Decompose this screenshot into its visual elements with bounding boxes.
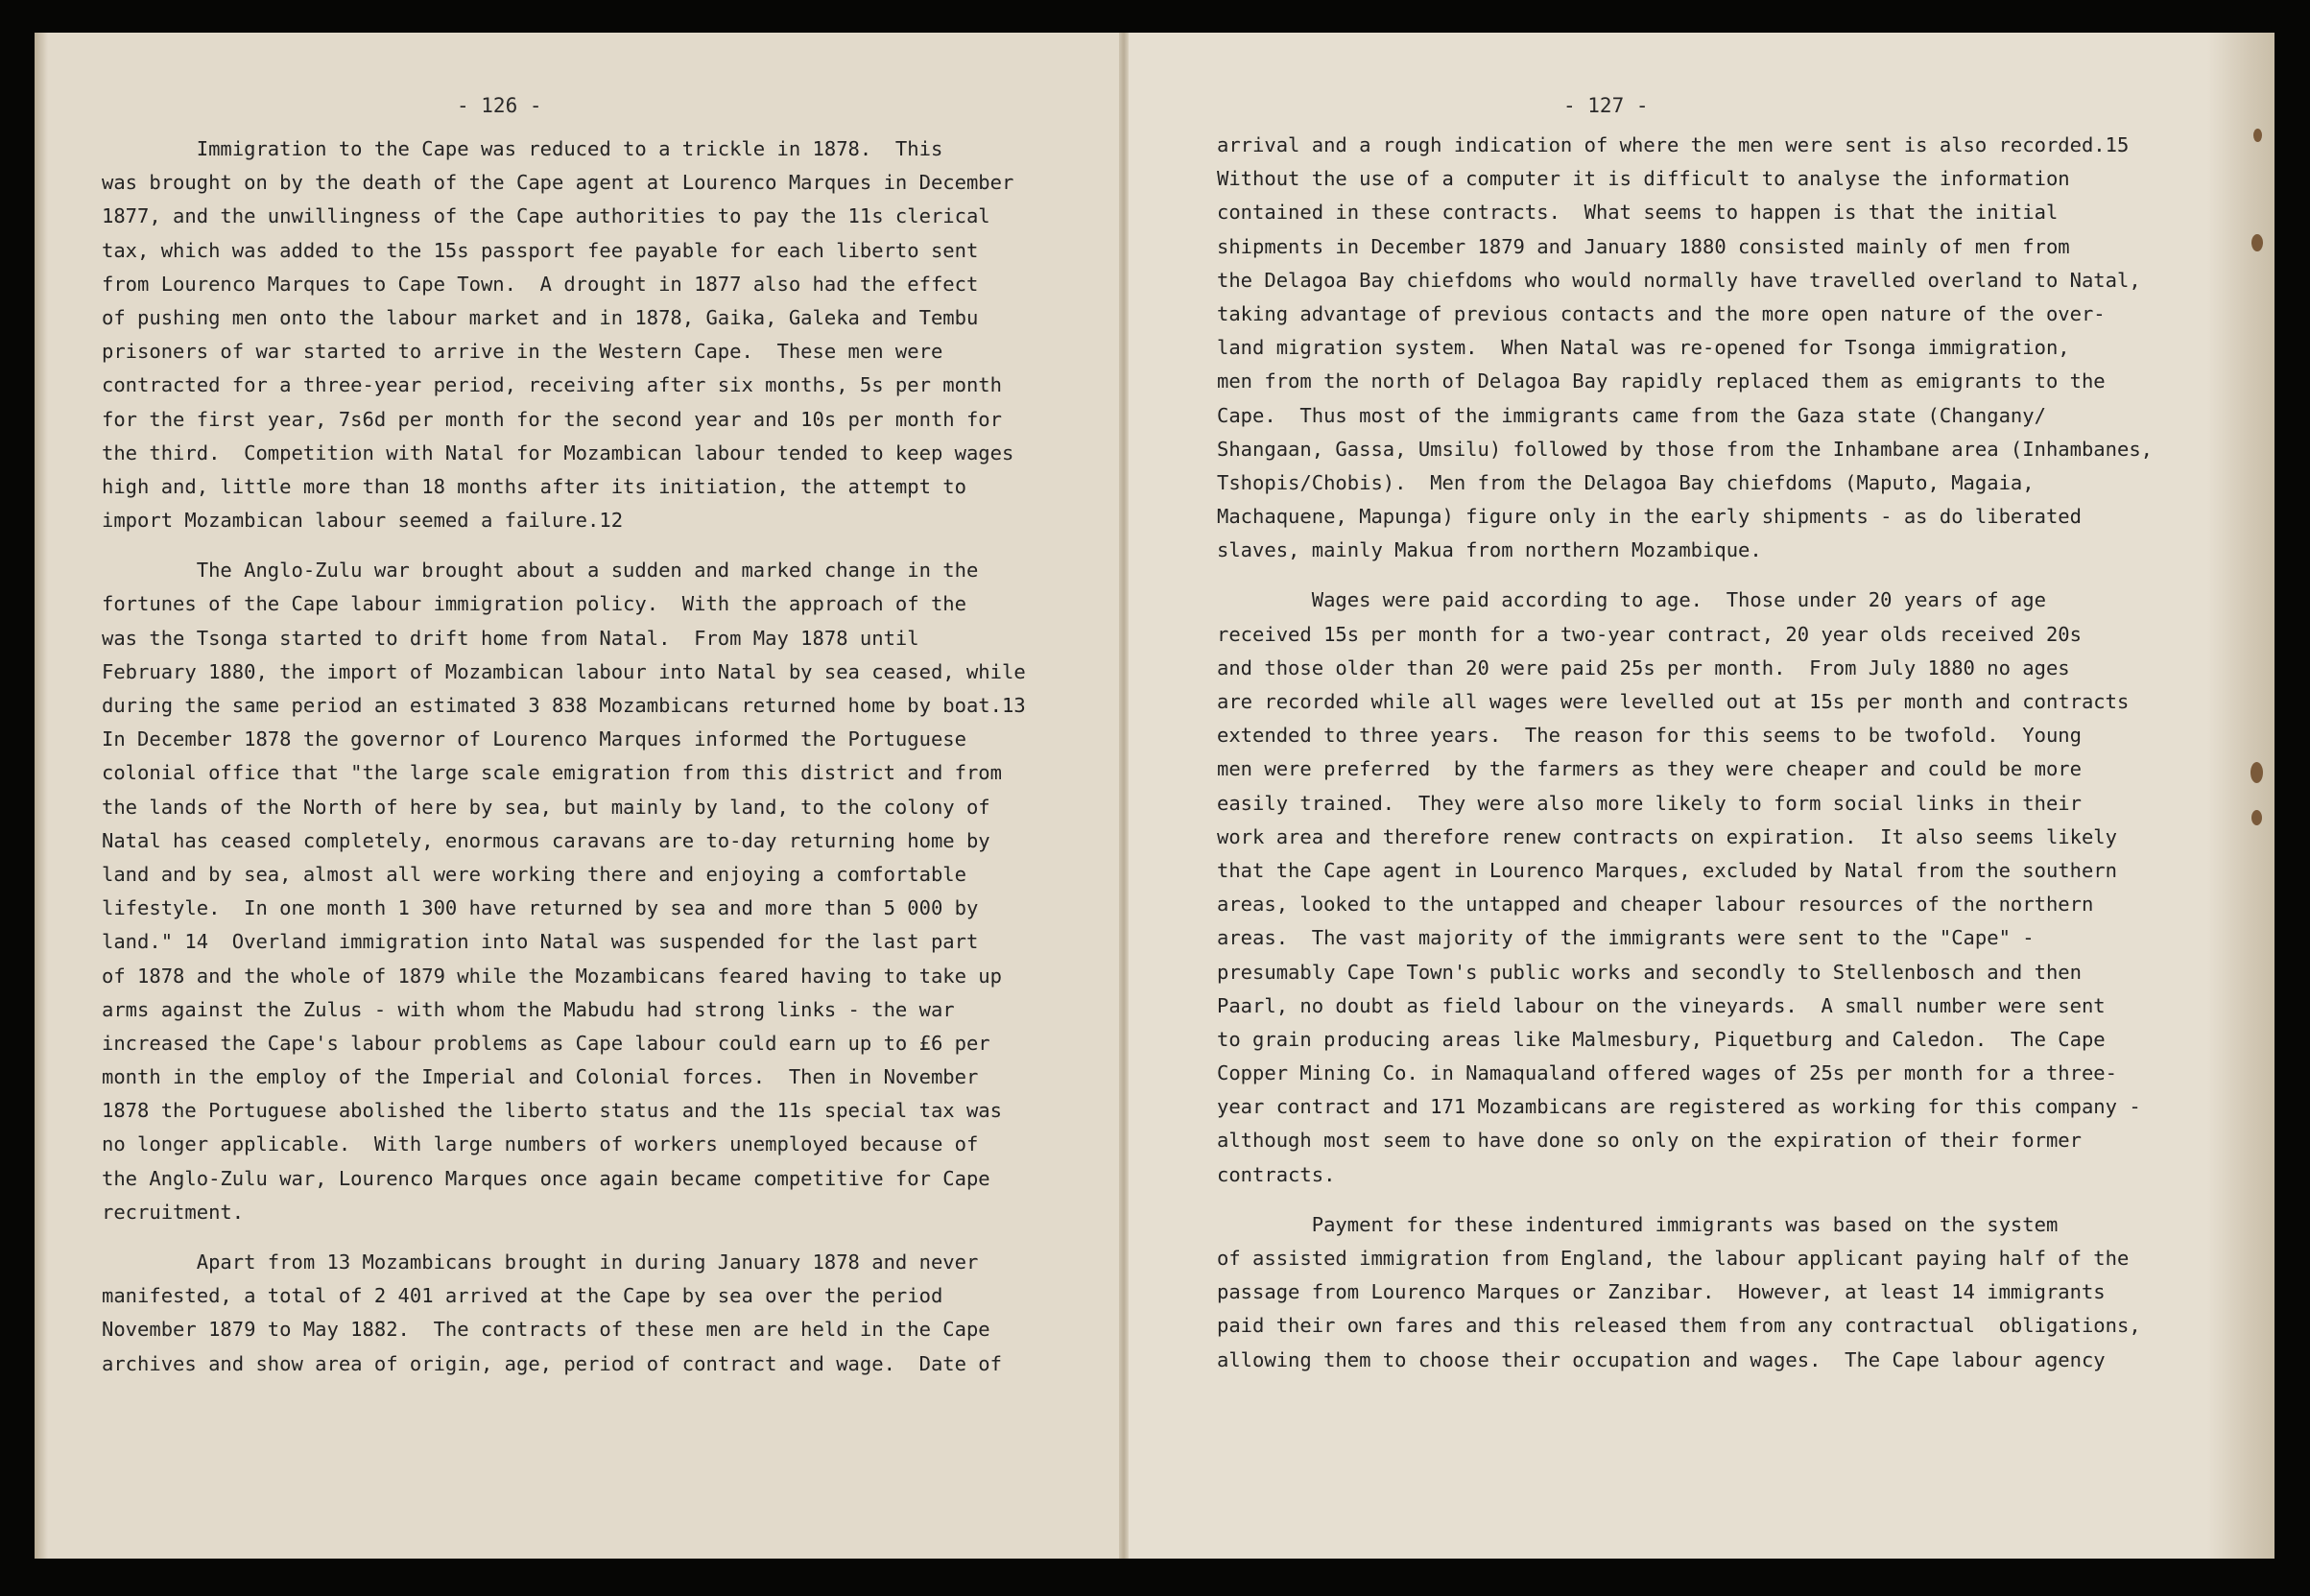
right-page	[1124, 33, 2274, 1559]
text-line: November 1879 to May 1882. The contracts of these men are held in the Cape	[102, 1318, 990, 1342]
text-line: during the same period an estimated 3 838 Mozambicans returned home by boat.13	[102, 694, 1026, 717]
text-line: month in the employ of the Imperial and Colonial forces. Then in November	[102, 1065, 979, 1089]
page-edge-left	[35, 33, 48, 1559]
text-line: are recorded while all wages were levelled out at 15s per month and contracts	[1217, 690, 2130, 713]
text-line: Wages were paid according to age. Those under 20 years of age	[1217, 588, 2046, 612]
paragraph	[1217, 584, 2157, 1191]
text-line: was the Tsonga started to drift home from Natal. From May 1878 until	[102, 626, 919, 650]
text-line: allowing them to choose their occupation and wages. The Cape labour agency	[1217, 1347, 2106, 1371]
text-line: Copper Mining Co. in Namaqualand offered wages of 25s per month for a three-	[1217, 1061, 2117, 1085]
text-line: extended to three years. The reason for this seems to be twofold. Young	[1217, 724, 2082, 748]
text-line: In December 1878 the governor of Lourenco Marques informed the Portuguese	[102, 727, 966, 751]
text-line: lifestyle. In one month 1 300 have returned by sea and more than 5 000 by	[102, 896, 979, 920]
text-line: shipments in December 1879 and January 1880 consisted mainly of men from	[1217, 234, 2070, 258]
text-line: high and, little more than 18 months after its initiation, the attempt to	[102, 474, 966, 498]
text-line: and those older than 20 were paid 25s per month. From July 1880 no ages	[1217, 655, 2070, 679]
right-page-text	[1217, 129, 2157, 1377]
text-line: presumably Cape Town's public works and secondly to Stellenbosch and then	[1217, 960, 2082, 984]
paragraph	[102, 554, 1042, 1229]
text-line: The Anglo-Zulu war brought about a sudden and marked change in the	[102, 559, 979, 583]
text-line: colonial office that "the large scale emigration from this district and from	[102, 761, 1002, 785]
text-line: archives and show area of origin, age, period of contract and wage. Date of	[102, 1351, 1002, 1375]
text-line: land migration system. When Natal was re-opened for Tsonga immigration,	[1217, 336, 2070, 360]
text-line: recruitment.	[102, 1200, 245, 1224]
paragraph	[102, 132, 1042, 537]
text-line: contained in these contracts. What seems to happen is that the initial	[1217, 201, 2059, 225]
paragraph	[1217, 129, 2157, 567]
text-line: Immigration to the Cape was reduced to a trickle in 1878. This	[102, 137, 943, 160]
text-line: areas, looked to the untapped and cheaper labour resources of the northern	[1217, 893, 2094, 917]
page-number-left: - 126 -	[457, 94, 542, 117]
binding-speck	[2250, 762, 2263, 783]
text-line: the Delagoa Bay chiefdoms who would normally have travelled overland to Natal,	[1217, 268, 2141, 292]
text-line: Natal has ceased completely, enormous caravans are to-day returning home by	[102, 828, 990, 852]
binding-speck	[2251, 810, 2262, 825]
text-line: Payment for these indentured immigrants was based on the system	[1217, 1212, 2059, 1236]
text-line: men were preferred by the farmers as they were cheaper and could be more	[1217, 757, 2082, 781]
text-line: no longer applicable. With large numbers of workers unemployed because of	[102, 1132, 979, 1156]
left-page-text	[102, 132, 1042, 1381]
text-line: paid their own fares and this released them from any contractual obligations,	[1217, 1314, 2141, 1338]
text-line: for the first year, 7s6d per month for the second year and 10s per month for	[102, 407, 1002, 431]
paragraph-gap	[102, 1229, 1042, 1246]
page-number-right: - 127 -	[1563, 94, 1649, 117]
text-line: import Mozambican labour seemed a failure.12	[102, 509, 624, 533]
text-line: the lands of the North of here by sea, but mainly by land, to the colony of	[102, 795, 990, 819]
text-line: slaves, mainly Makua from northern Mozambique.	[1217, 538, 1762, 562]
text-line: contracted for a three-year period, receiving after six months, 5s per month	[102, 373, 1002, 397]
text-line: Apart from 13 Mozambicans brought in during January 1878 and never	[102, 1251, 979, 1274]
text-line: Machaquene, Mapunga) figure only in the early shipments - as do liberated	[1217, 505, 2082, 529]
text-line: land and by sea, almost all were working there and enjoying a comfortable	[102, 862, 966, 886]
text-line: easily trained. They were also more likely to form social links in their	[1217, 791, 2082, 815]
text-line: Cape. Thus most of the immigrants came from the Gaza state (Changany/	[1217, 403, 2046, 427]
text-line: the third. Competition with Natal for Mozambican labour tended to keep wages	[102, 441, 1014, 465]
text-line: of assisted immigration from England, the labour applicant paying half of the	[1217, 1247, 2130, 1270]
left-page	[35, 33, 1124, 1559]
paragraph-gap	[102, 537, 1042, 554]
text-line: although most seem to have done so only on the expiration of their former	[1217, 1129, 2082, 1153]
text-line: Tshopis/Chobis). Men from the Delagoa Bay chiefdoms (Maputo, Magaia,	[1217, 470, 2035, 494]
text-line: arms against the Zulus - with whom the Mabudu had strong links - the war	[102, 997, 955, 1021]
page-gutter	[1119, 33, 1129, 1559]
text-line: land." 14 Overland immigration into Natal was suspended for the last part	[102, 930, 979, 954]
text-line: manifested, a total of 2 401 arrived at the Cape by sea over the period	[102, 1284, 943, 1308]
text-line: February 1880, the import of Mozambican labour into Natal by sea ceased, while	[102, 659, 1026, 683]
text-line: Paarl, no doubt as field labour on the vineyards. A small number were sent	[1217, 993, 2106, 1017]
text-line: passage from Lourenco Marques or Zanzibar. However, at least 14 immigrants	[1217, 1280, 2106, 1304]
binding-speck	[2253, 129, 2262, 142]
text-line: was brought on by the death of the Cape agent at Lourenco Marques in December	[102, 171, 1014, 195]
text-line: contracts.	[1217, 1162, 1336, 1186]
text-line: areas. The vast majority of the immigrants were sent to the "Cape" -	[1217, 926, 2035, 950]
text-line: fortunes of the Cape labour immigration policy. With the approach of the	[102, 592, 966, 616]
text-line: year contract and 171 Mozambicans are registered as working for this company -	[1217, 1095, 2141, 1119]
text-line: increased the Cape's labour problems as Cape labour could earn up to £6 per	[102, 1031, 990, 1055]
paragraph-gap	[1217, 567, 2157, 584]
paragraph	[1217, 1208, 2157, 1377]
paragraph	[102, 1246, 1042, 1381]
text-line: work area and therefore renew contracts on expiration. It also seems likely	[1217, 824, 2117, 848]
text-line: to grain producing areas like Malmesbury, Piquetburg and Caledon. The Cape	[1217, 1027, 2106, 1051]
text-line: that the Cape agent in Lourenco Marques, excluded by Natal from the southern	[1217, 858, 2117, 882]
text-line: men from the north of Delagoa Bay rapidly replaced them as emigrants to the	[1217, 369, 2106, 393]
text-line: 1878 the Portuguese abolished the liberto status and the 11s special tax was	[102, 1099, 1002, 1123]
text-line: of 1878 and the whole of 1879 while the Mozambicans feared having to take up	[102, 964, 1002, 988]
binding-speck	[2251, 234, 2263, 251]
text-line: tax, which was added to the 15s passport fee payable for each liberto sent	[102, 238, 979, 262]
text-line: arrival and a rough indication of where the men were sent is also recorded.15	[1217, 133, 2130, 156]
page-edge-right	[2207, 33, 2274, 1559]
text-line: Shangaan, Gassa, Umsilu) followed by those from the Inhambane area (Inhambanes,	[1217, 437, 2154, 461]
text-line: 1877, and the unwillingness of the Cape authorities to pay the 11s clerical	[102, 204, 990, 228]
paragraph-gap	[1217, 1192, 2157, 1208]
book-spread	[35, 33, 2274, 1559]
text-line: taking advantage of previous contacts and the more open nature of the over-	[1217, 301, 2106, 325]
text-line: Without the use of a computer it is difficult to analyse the information	[1217, 167, 2070, 191]
text-line: from Lourenco Marques to Cape Town. A drought in 1877 also had the effect	[102, 272, 979, 296]
text-line: of pushing men onto the labour market and in 1878, Gaika, Galeka and Tembu	[102, 305, 979, 329]
text-line: received 15s per month for a two-year contract, 20 year olds received 20s	[1217, 622, 2082, 646]
text-line: prisoners of war started to arrive in the Western Cape. These men were	[102, 340, 943, 364]
text-line: the Anglo-Zulu war, Lourenco Marques once again became competitive for Cape	[102, 1166, 990, 1190]
